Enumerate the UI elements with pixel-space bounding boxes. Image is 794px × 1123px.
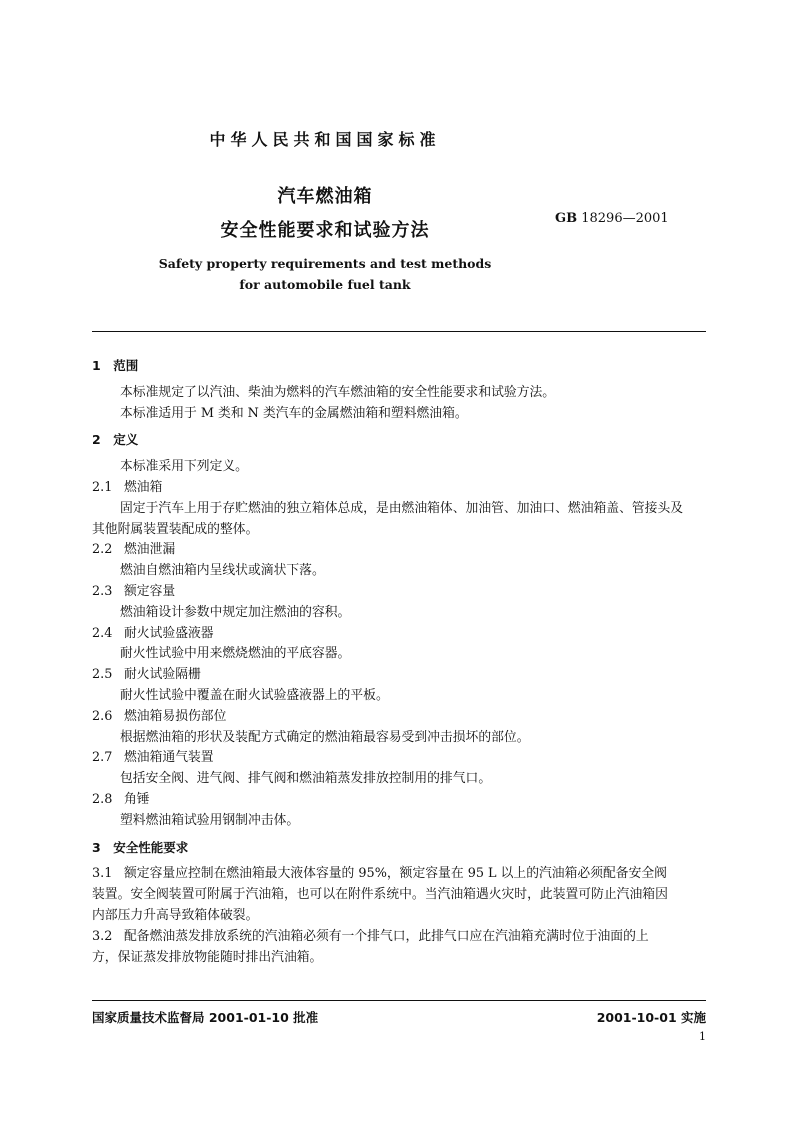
paragraph: 本标准采用下列定义。 <box>120 459 248 475</box>
term-label: 燃油箱通气装置 <box>124 750 214 766</box>
paragraph: 本标准规定了以汽油、柴油为燃料的汽车燃油箱的安全性能要求和试验方法。 <box>120 384 556 400</box>
english-title-line2: for automobile fuel tank <box>239 277 411 292</box>
paragraph: 燃油箱设计参数中规定加注燃油的容积。 <box>120 604 351 620</box>
requirement-paragraph <box>92 927 706 948</box>
paragraph: 耐火性试验中用来燃烧燃油的平底容器。 <box>120 646 351 662</box>
requirement-text: 配备燃油蒸发排放系统的汽油箱必须有一个排气口，此排气口应在汽油箱充满时位于油面的上 <box>124 928 649 944</box>
clause-number: 3.2 <box>92 928 113 944</box>
clause-number: 2.1 <box>92 479 113 495</box>
term-label: 耐火试验盛液器 <box>124 625 214 641</box>
definition-term <box>92 540 706 561</box>
paragraph: 包括安全阀、进气阀、排气阀和燃油箱蒸发排放控制用的排气口。 <box>120 771 492 787</box>
footer-divider <box>92 1000 706 1001</box>
paragraph: 方，保证蒸发排放物能随时排出汽油箱。 <box>92 949 323 965</box>
section-heading-definitions: 2 定义 <box>92 432 139 448</box>
clause-number: 2.2 <box>92 542 113 558</box>
definition-term <box>92 478 706 499</box>
paragraph: 本标准适用于 M 类和 N 类汽车的金属燃油箱和塑料燃油箱。 <box>120 405 468 421</box>
standard-code-number: 18296—2001 <box>581 211 669 226</box>
definition-term <box>92 624 706 645</box>
clause-number: 2.4 <box>92 625 113 641</box>
clause-number: 2.8 <box>92 791 113 807</box>
standard-code-prefix: GB <box>555 211 578 226</box>
clause-number: 2.5 <box>92 667 113 683</box>
paragraph: 固定于汽车上用于存贮燃油的独立箱体总成，是由燃油箱体、加油管、加油口、燃油箱盖、管接头及 <box>120 500 684 516</box>
clause-number: 2.3 <box>92 583 113 599</box>
clause-number: 2.7 <box>92 750 113 766</box>
approval-info: 国家质量技术监督局 2001-01-10 批准 <box>92 1010 319 1025</box>
page-number: 1 <box>699 1030 706 1043</box>
document-title-line1: 汽车燃油箱 <box>277 186 373 207</box>
term-label: 燃油箱易损伤部位 <box>124 708 227 724</box>
requirement-text: 额定容量应控制在燃油箱最大液体容量的 95%，额定容量在 95 L 以上的汽油箱必须配备安全阀 <box>124 866 667 882</box>
paragraph: 燃油自燃油箱内呈线状或滴状下落。 <box>120 563 325 579</box>
requirement-paragraph <box>92 864 706 885</box>
term-label: 耐火试验隔栅 <box>124 667 201 683</box>
implementation-date: 2001-10-01 实施 <box>596 1010 706 1025</box>
paragraph: 内部压力升高导致箱体破裂。 <box>92 907 259 923</box>
definition-term <box>92 582 706 603</box>
clause-number: 3.1 <box>92 866 113 882</box>
term-label: 角锤 <box>124 791 150 807</box>
term-label: 额定容量 <box>124 583 176 599</box>
clause-number: 2.6 <box>92 708 113 724</box>
paragraph: 耐火性试验中覆盖在耐火试验盛液器上的平板。 <box>120 687 389 703</box>
term-label: 燃油箱 <box>124 479 163 495</box>
definition-term <box>92 748 706 769</box>
definition-term <box>92 665 706 686</box>
national-standard-header: 中华人民共和国国家标准 <box>209 130 441 149</box>
section-heading-safety-requirements: 3 安全性能要求 <box>92 839 189 855</box>
paragraph: 塑料燃油箱试验用钢制冲击体。 <box>120 812 300 828</box>
definition-term <box>92 790 706 811</box>
section-heading-scope: 1 范围 <box>92 358 139 373</box>
header-divider <box>92 331 706 332</box>
paragraph: 其他附属装置装配成的整体。 <box>92 521 259 537</box>
paragraph: 根据燃油箱的形状及装配方式确定的燃油箱最容易受到冲击损坏的部位。 <box>120 729 530 745</box>
document-title-line2: 安全性能要求和试验方法 <box>220 220 430 241</box>
definition-term <box>92 707 706 728</box>
standard-code <box>555 211 669 226</box>
document-body <box>92 356 706 968</box>
paragraph: 装置。安全阀装置可附属于汽油箱，也可以在附件系统中。当汽油箱遇火灾时，此装置可防止汽油箱因 <box>92 887 668 903</box>
english-title-line1: Safety property requirements and test methods <box>158 256 492 271</box>
term-label: 燃油泄漏 <box>124 542 176 558</box>
